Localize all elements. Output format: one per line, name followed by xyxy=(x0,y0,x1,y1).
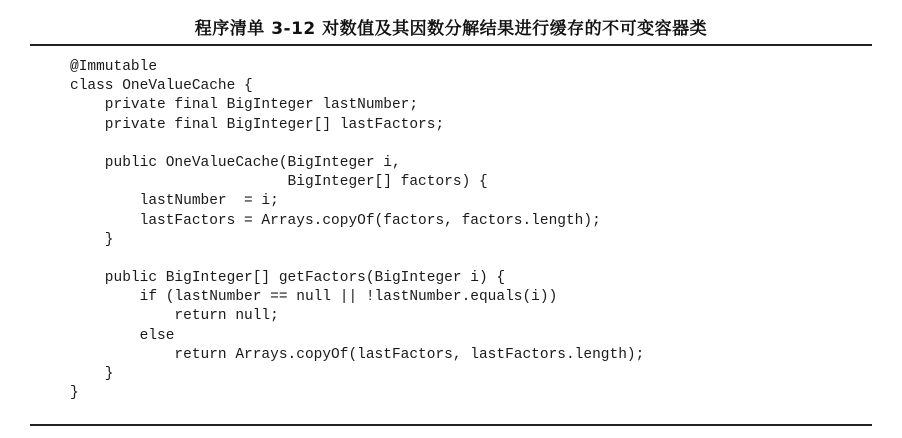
code-line xyxy=(70,135,644,154)
code-line: @Immutable xyxy=(70,59,158,75)
code-line: private final BigInteger[] lastFactors; xyxy=(70,116,445,133)
code-line: return Arrays.copyOf(lastFactors, lastFactors.length); xyxy=(70,346,645,363)
code-line xyxy=(70,250,644,269)
listing-caption: 程序清单 3-12 对数值及其因数分解结果进行缓存的不可变容器类 xyxy=(194,19,708,39)
code-line: } xyxy=(70,231,114,248)
code-line: if (lastNumber == null || !lastNumber.equals(i)) xyxy=(70,289,558,306)
code-block xyxy=(70,58,644,403)
code-line: lastFactors = Arrays.copyOf(factors, factors.length); xyxy=(70,212,601,229)
code-line: return null; xyxy=(70,308,279,325)
code-line: class OneValueCache { xyxy=(70,78,253,95)
code-line: BigInteger[] factors) { xyxy=(70,174,488,191)
code-line: else xyxy=(70,327,175,344)
top-rule xyxy=(30,44,872,46)
bottom-rule xyxy=(30,424,872,426)
code-line: } xyxy=(70,385,79,402)
code-line: public OneValueCache(BigInteger i, xyxy=(70,154,401,171)
code-line: public BigInteger[] getFactors(BigInteger i) { xyxy=(70,270,506,287)
code-line: lastNumber = i; xyxy=(70,193,279,210)
code-line: } xyxy=(70,366,114,382)
code-line: private final BigInteger lastNumber; xyxy=(70,97,419,114)
